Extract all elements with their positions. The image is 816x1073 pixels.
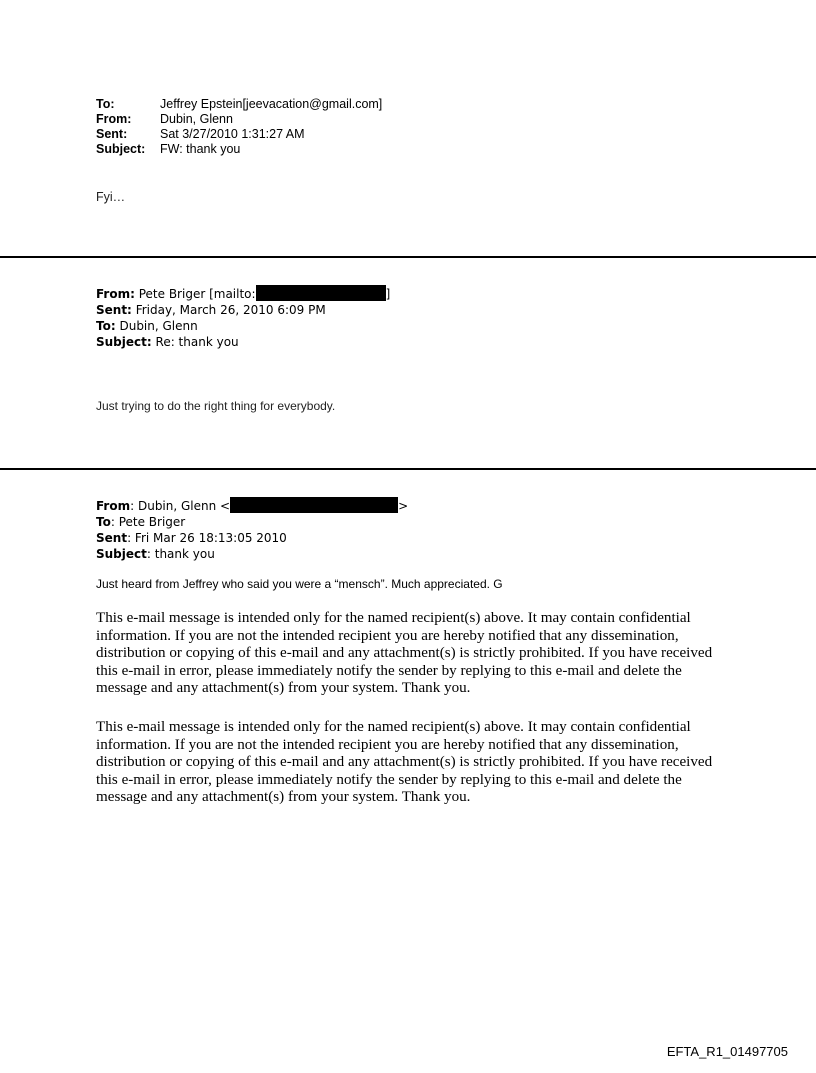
msg2-subject-row bbox=[96, 334, 390, 350]
msg2-from-label: From: bbox=[96, 287, 135, 301]
fyi-text: Fyi… bbox=[96, 190, 126, 204]
msg3-subject-label: Subject bbox=[96, 547, 147, 561]
disclaimer-paragraph: This e-mail message is intended only for the named recipient(s) above. It may contain confidential information. If you are not the intended recipient you are hereby notified that any dissemination, distribution or copying of this e-mail and any attachment(s) is strictly prohibited. If you have received this e-mail in error, please immediately notify the sender by replying to this e-mail and delete the message and any attachment(s) from your system. Thank you. bbox=[96, 719, 713, 806]
divider-2 bbox=[0, 468, 816, 470]
header-subject-label: Subject: bbox=[96, 142, 146, 156]
redaction-box bbox=[256, 285, 386, 301]
msg2-to-value: Dubin, Glenn bbox=[119, 319, 198, 333]
divider-1 bbox=[0, 256, 816, 258]
msg3-body: Just heard from Jeffrey who said you were a “mensch”. Much appreciated. G bbox=[96, 577, 503, 591]
msg3-to-row: To: Pete Briger bbox=[96, 515, 186, 529]
msg2-subject-label: Subject: bbox=[96, 335, 152, 349]
msg2-subject-value: Re: thank you bbox=[155, 335, 239, 349]
msg3-sent-value: Fri Mar 26 18:13:05 2010 bbox=[134, 531, 287, 545]
msg3-to-label: To bbox=[96, 515, 111, 529]
header-from-label: From: bbox=[96, 112, 132, 126]
header-sent-label: Sent: bbox=[96, 127, 128, 141]
msg2-sent-label: Sent: bbox=[96, 303, 132, 317]
msg2-to-row bbox=[96, 318, 390, 334]
message-2-header bbox=[96, 285, 390, 350]
msg3-from-close: > bbox=[398, 499, 409, 513]
redaction-box bbox=[230, 497, 398, 513]
document-id: EFTA_R1_01497705 bbox=[666, 1044, 788, 1059]
msg2-from-value: Pete Briger [mailto: bbox=[138, 287, 256, 301]
msg3-to-value: Pete Briger bbox=[118, 515, 186, 529]
msg2-body: Just trying to do the right thing for everybody. bbox=[96, 399, 336, 413]
header-to-row bbox=[96, 97, 382, 112]
header-sent-row bbox=[96, 127, 382, 142]
msg3-from-value: Dubin, Glenn < bbox=[137, 499, 231, 513]
header-subject-value: FW: thank you bbox=[160, 142, 241, 156]
msg2-from-row bbox=[96, 285, 390, 302]
header-subject-row bbox=[96, 142, 382, 157]
msg3-subject-value: thank you bbox=[154, 547, 215, 561]
msg2-from-close: ] bbox=[385, 287, 391, 301]
header-sent-value: Sat 3/27/2010 1:31:27 AM bbox=[160, 127, 305, 141]
msg3-from-row: From: Dubin, Glenn < > bbox=[96, 499, 409, 513]
msg3-subject-row: Subject: thank you bbox=[96, 547, 215, 561]
message-3-header bbox=[96, 497, 408, 562]
msg3-sent-row: Sent: Fri Mar 26 18:13:05 2010 bbox=[96, 531, 287, 545]
disclaimer-paragraph: This e-mail message is intended only for the named recipient(s) above. It may contain confidential information. If you are not the intended recipient you are hereby notified that any dissemination, distribution or copying of this e-mail and any attachment(s) is strictly prohibited. If you have received this e-mail in error, please immediately notify the sender by replying to this e-mail and delete the message and any attachment(s) from your system. Thank you. bbox=[96, 610, 713, 697]
msg2-sent-value: Friday, March 26, 2010 6:09 PM bbox=[135, 303, 326, 317]
email-header bbox=[96, 97, 382, 157]
header-to-label: To: bbox=[96, 97, 115, 111]
header-from-row bbox=[96, 112, 382, 127]
msg3-sent-label: Sent bbox=[96, 531, 128, 545]
msg2-sent-row bbox=[96, 302, 390, 318]
msg3-from-label: From bbox=[96, 499, 131, 513]
header-to-value: Jeffrey Epstein[jeevacation@gmail.com] bbox=[160, 97, 383, 111]
msg2-to-label: To: bbox=[96, 319, 116, 333]
header-from-value: Dubin, Glenn bbox=[160, 112, 233, 126]
